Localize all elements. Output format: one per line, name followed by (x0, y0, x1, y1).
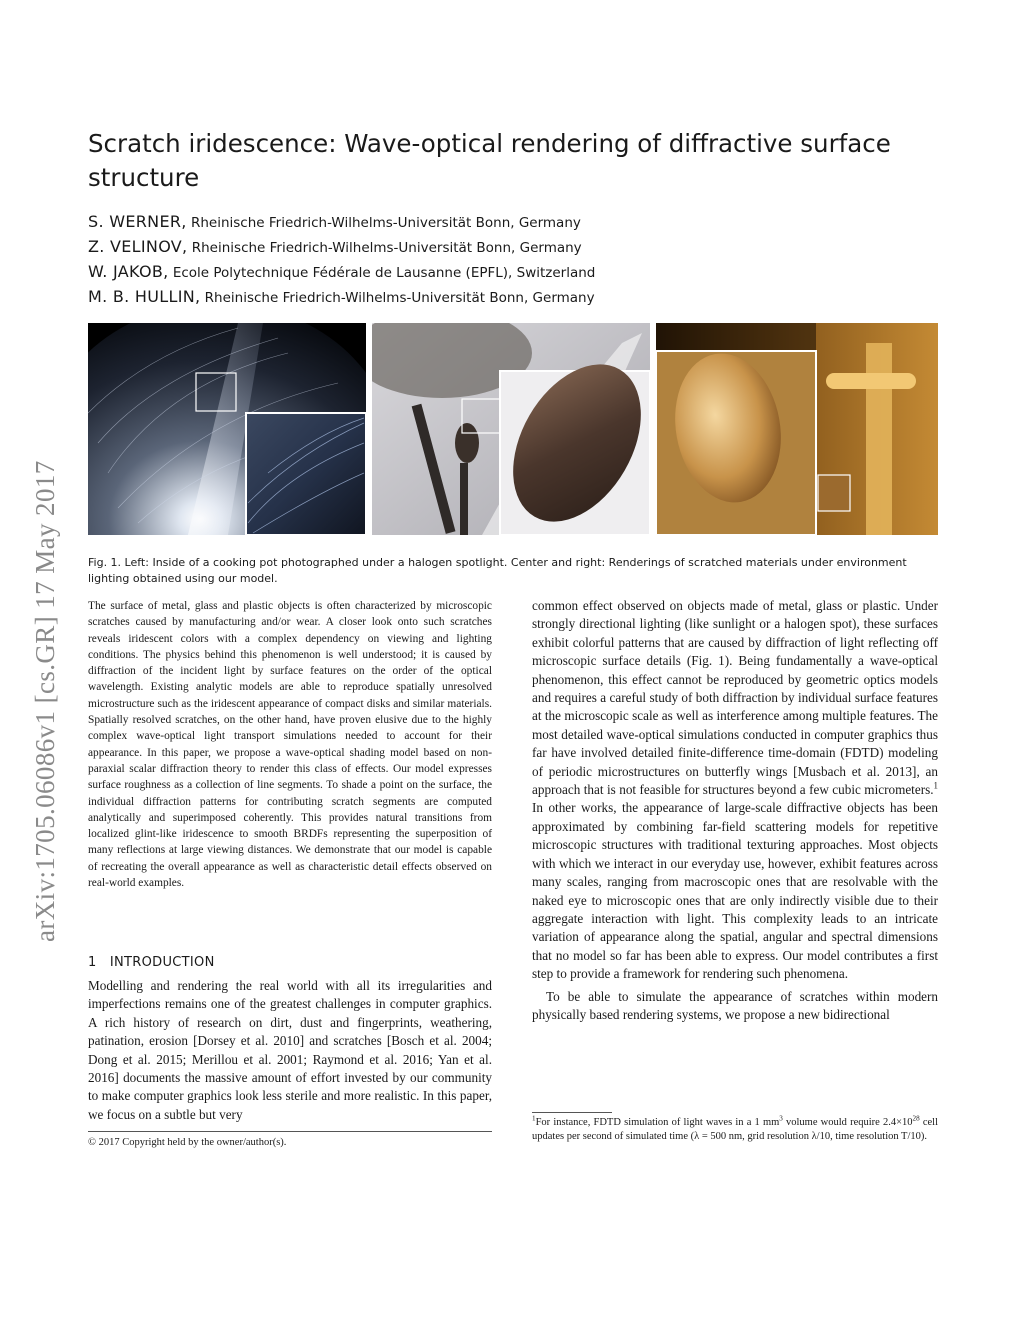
cooking-pot-image (88, 323, 366, 535)
introduction-right-column (532, 597, 938, 1024)
arxiv-identifier: arXiv:1705.06086v1 [cs.GR] 17 May 2017 (30, 460, 60, 942)
teaser-figure (88, 323, 938, 535)
paragraph (532, 597, 938, 984)
copyright-notice: © 2017 Copyright held by the owner/author(s). (88, 1137, 287, 1148)
author-name: W. JAKOB, (88, 262, 169, 281)
section-heading (88, 955, 215, 970)
paragraph-text: common effect observed on objects made of metal, glass or plastic. Under strongly directional lighting (like sunlight or a halogen spot), these surfaces exhibit colorful patterns that are caused by diffraction of light reflecting off microscopic surface details (Fig. 1). Being fundamentally a wave-optical phenomenon, this effect cannot be reproduced by geometric optics models and requires a careful study of both diffraction by individual surface features at the microscopic scale as well as interference among multiple features. The most detailed wave-optical simulations conducted in computer graphics thus far have involved detailed finite-difference time-domain (FDTD) modeling of periodic microstructures on butterfly wings [Musbach et al. 2013], an approach that is not feasible for structures beyond a few cubic micrometers. (532, 598, 938, 798)
paper-title: Scratch iridescence: Wave-optical rendering of diffractive surface structure (88, 129, 891, 192)
footnote-text: volume would require 2.4×10 (782, 1117, 913, 1128)
figure-caption: Fig. 1. Left: Inside of a cooking pot photographed under a halogen spotlight. Center and right: Renderings of scratched materials under environment lighting obtained using our model. (88, 556, 907, 585)
footnote-superscript: 3 (779, 1114, 783, 1123)
author-affiliation: Rheinische Friedrich-Wilhelms-Universität Bonn, Germany (190, 215, 581, 231)
footnote-text: For instance, FDTD simulation of light waves in a 1 mm (535, 1117, 780, 1128)
abstract: The surface of metal, glass and plastic objects is often characterized by microscopic scratches caused by manufacturing and/or wear. A closer look onto such scratches reveals iridescent colors with a complex dependency on viewing and lighting conditions. The physics behind this phenomenon is well understood; it is caused by diffraction of the incident light by surface features on the order of the optical wavelength. Existing analytic models are able to reproduce spatially unresolved microstructure such as the iridescent appearance of compact disks and similar materials. Spatially resolved scratches, on the other hand, have proven elusive due to the highly complex wave-optical light transport simulations needed to account for their appearance. In this paper, we propose a wave-optical shading model based on non-paraxial scalar diffraction theory to render this class of effects. Our model expresses surface roughness as a collection of line segments. To shade a point on the surface, the individual diffraction patterns for contributing scratch segments are computed analytically and superimposed coherently. This provides natural transitions from localized glint-like iridescence to smooth BRDFs representing the superposition of many reflections at large viewing distances. We demonstrate that our model is capable of recreating the overall appearance as well as characteristic detail effects observed on real-world examples. (88, 600, 492, 890)
paragraph-text: In other works, the appearance of large-scale diffractive objects has been approximated by combining far-field scattering models for repetitive microscopic structures with traditional texturing approaches. Most objects with which we interact in our everyday use, however, exhibit features across many scales, ranging from macroscopic ones that are resolvable with the naked eye to microscopic ones that are only indirectly visible due to their aggregate interaction with light. This complexity leads to an intricate variation of appearance along the spatial, angular and spectral dimensions that no model so far has been able to express. Our model contributes a first step to provide a framework for rendering such phenomena. (532, 800, 938, 982)
author-affiliation: Ecole Polytechnique Fédérale de Lausanne (EPFL), Switzerland (172, 265, 596, 281)
cooking-pot-photo (88, 323, 366, 535)
section-number: 1 (88, 955, 97, 970)
door-handle-image (656, 323, 938, 535)
author-affiliation: Rheinische Friedrich-Wilhelms-Universität Bonn, Germany (204, 290, 595, 306)
footnote (532, 1116, 938, 1144)
author-line (88, 235, 938, 260)
author-name: Z. VELINOV, (88, 237, 188, 256)
author-affiliation: Rheinische Friedrich-Wilhelms-Universität Bonn, Germany (191, 240, 582, 256)
door-handle-rendering (656, 323, 938, 535)
cutlery-image (372, 323, 650, 535)
author-line (88, 285, 938, 310)
author-list (88, 210, 938, 310)
author-line (88, 260, 938, 285)
paragraph: To be able to simulate the appearance of scratches within modern physically based rendering systems, we propose a new bidirectional (532, 988, 938, 1022)
cutlery-rendering (372, 323, 650, 535)
footer-divider (88, 1131, 492, 1132)
footnote-number: 1 (532, 1114, 536, 1123)
introduction-left-column (88, 977, 492, 1124)
paragraph: Modelling and rendering the real world with all its irregularities and imperfections remains one of the greatest challenges in computer graphics. A rich history of research on dirt, dust and fingerprints, weathering, patination, erosion [Dorsey et al. 2010] and scratches [Bosch et al. 2004; Dong et al. 2015; Merillou et al. 2001; Raymond et al. 2016; Yan et al. 2016] documents the massive amount of effort invested by our community to make computer graphics look less sterile and more realistic. In this paper, we focus on a subtle but very (88, 978, 492, 1122)
footnote-superscript: 28 (912, 1114, 920, 1123)
footnote-text: cell updates per second of simulated time (λ = 500 nm, grid resolution λ/10, time resolution T/10). (532, 1117, 938, 1142)
footnote-marker[interactable]: 1 (933, 780, 938, 791)
footnote-divider (532, 1112, 612, 1113)
section-title: INTRODUCTION (109, 955, 215, 970)
author-name: S. WERNER, (88, 212, 187, 231)
author-line (88, 210, 938, 235)
author-name: M. B. HULLIN, (88, 287, 201, 306)
